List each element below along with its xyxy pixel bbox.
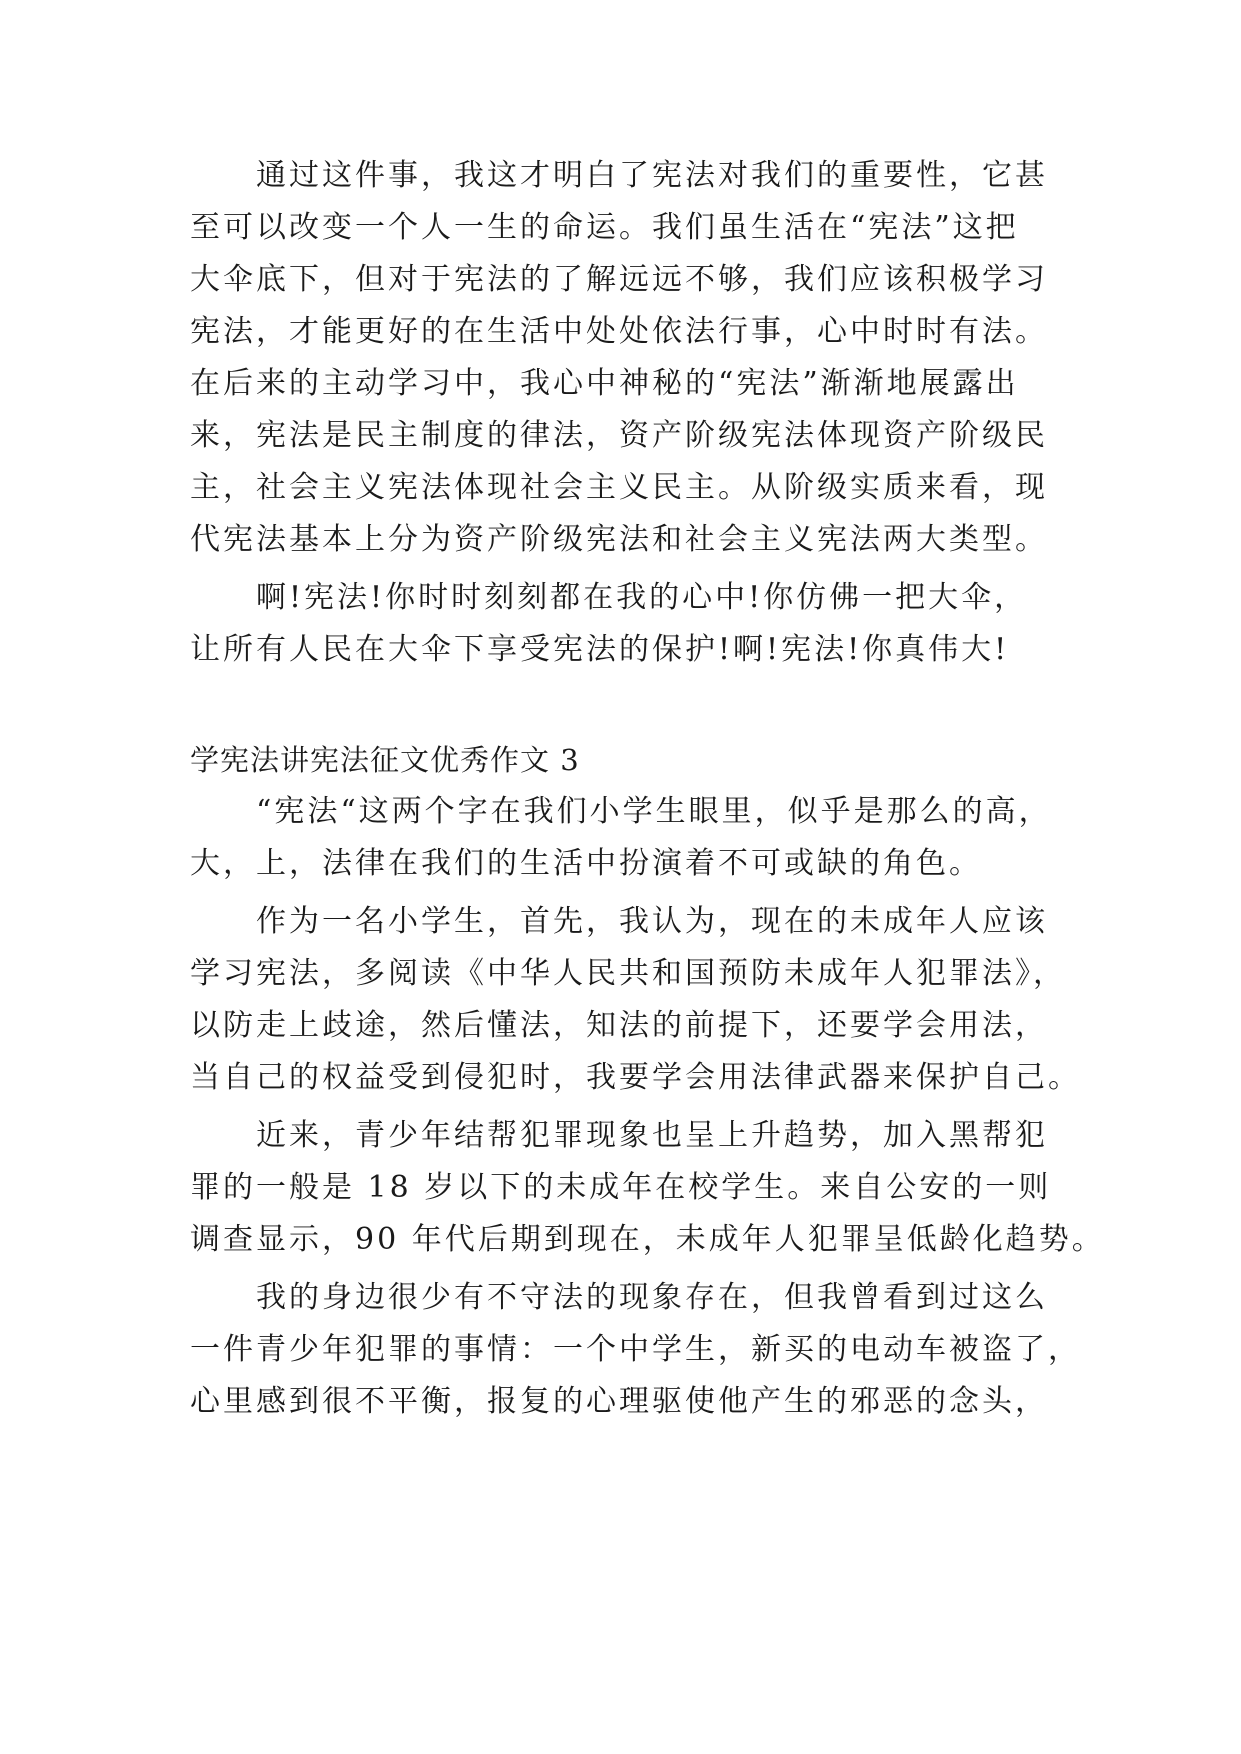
paragraph	[190, 1272, 1081, 1428]
paragraph	[190, 150, 1070, 566]
text-line: 学习宪法，多阅读《中华人民共和国预防未成年人犯罪法》，	[190, 956, 1066, 991]
paragraph	[190, 572, 1070, 676]
text-line: 宪法，才能更好的在生活中处处依法行事，心中时时有法。	[190, 314, 1048, 349]
text-line: 来，宪法是民主制度的律法，资产阶级宪法体现资产阶级民	[190, 418, 1048, 453]
text-line: 以防走上歧途，然后懂法，知法的前提下，还要学会用法，	[190, 1008, 1048, 1043]
text-line: 至可以改变一个人一生的命运。我们虽生活在“宪法”这把	[190, 210, 1019, 245]
text-line: 近来，青少年结帮犯罪现象也呈上升趋势，加入黑帮犯	[256, 1118, 1048, 1153]
document-page	[190, 150, 1105, 1428]
paragraph	[190, 786, 1070, 890]
text-line: 心里感到很不平衡，报复的心理驱使他产生的邪恶的念头，	[190, 1384, 1048, 1419]
paragraph	[190, 1110, 1105, 1266]
text-line: 当自己的权益受到侵犯时，我要学会用法律武器来保护自己。	[190, 1060, 1081, 1095]
text-line: 作为一名小学生，首先，我认为，现在的未成年人应该	[256, 904, 1048, 939]
paragraph	[190, 896, 1081, 1104]
text-line: 通过这件事，我这才明白了宪法对我们的重要性，它甚	[256, 158, 1048, 193]
text-line: 我的身边很少有不守法的现象存在，但我曾看到过这么	[256, 1280, 1048, 1315]
section-heading: 学宪法讲宪法征文优秀作文 3	[190, 743, 580, 777]
text-line: 在后来的主动学习中，我心中神秘的“宪法”渐渐地展露出	[190, 366, 1019, 401]
text-line: 一件青少年犯罪的事情：一个中学生，新买的电动车被盗了，	[190, 1332, 1081, 1367]
text-line: “宪法“这两个字在我们小学生眼里，似乎是那么的高，	[256, 794, 1052, 829]
text-line: 让所有人民在大伞下享受宪法的保护!啊!宪法!你真伟大!	[190, 632, 1010, 667]
text-line: 调查显示，90 年代后期到现在，未成年人犯罪呈低龄化趋势。	[190, 1222, 1105, 1257]
text-line: 代宪法基本上分为资产阶级宪法和社会主义宪法两大类型。	[190, 522, 1048, 557]
text-line: 大伞底下，但对于宪法的了解远远不够，我们应该积极学习	[190, 262, 1048, 297]
text-line: 大，上，法律在我们的生活中扮演着不可或缺的角色。	[190, 846, 982, 881]
text-line: 啊!宪法!你时时刻刻都在我的心中!你仿佛一把大伞，	[256, 580, 1028, 615]
text-line: 主，社会主义宪法体现社会主义民主。从阶级实质来看，现	[190, 470, 1048, 505]
text-line: 罪的一般是 18 岁以下的未成年在校学生。来自公安的一则	[190, 1170, 1052, 1205]
